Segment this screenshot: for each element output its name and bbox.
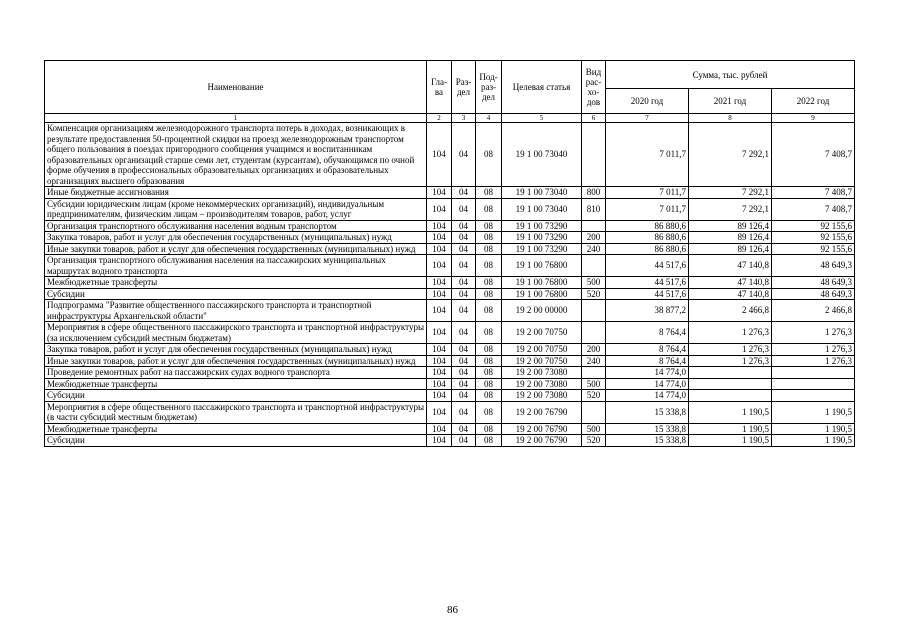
row-sum-2021: 47 140,8 <box>689 288 772 300</box>
row-expense-type: 500 <box>582 423 606 435</box>
column-number-row <box>45 114 855 123</box>
row-chapter: 104 <box>427 367 452 379</box>
row-sum-2021: 7 292,1 <box>689 187 772 199</box>
row-sum-2022: 1 190,5 <box>772 435 855 447</box>
column-number: 7 <box>606 114 689 123</box>
table-row <box>45 232 855 244</box>
row-name: Субсидии <box>45 390 427 402</box>
row-section: 04 <box>452 344 476 356</box>
row-name: Мероприятия в сфере общественного пассажирского транспорта и транспортной инфраструктуры (за исключением субсидий местным бюджетам) <box>45 322 427 344</box>
header-year-2021: 2021 год <box>689 89 772 114</box>
row-sum-2021: 89 126,4 <box>689 220 772 232</box>
row-expense-type: 520 <box>582 435 606 447</box>
row-section: 04 <box>452 288 476 300</box>
row-expense-type <box>582 220 606 232</box>
row-sum-2021: 1 276,3 <box>689 355 772 367</box>
row-target-article: 19 1 00 73290 <box>502 243 582 255</box>
row-name: Иные бюджетные ассигнования <box>45 187 427 199</box>
row-target-article: 19 1 00 76800 <box>502 255 582 277</box>
row-section: 04 <box>452 378 476 390</box>
row-sum-2020: 8 764,4 <box>606 322 689 344</box>
row-sum-2021: 47 140,8 <box>689 277 772 289</box>
row-expense-type <box>582 322 606 344</box>
row-sum-2020: 44 517,6 <box>606 255 689 277</box>
row-section: 04 <box>452 435 476 447</box>
table-row <box>45 288 855 300</box>
row-name: Межбюджетные трансферты <box>45 423 427 435</box>
row-subsection: 08 <box>476 401 502 423</box>
row-name: Закупка товаров, работ и услуг для обеспечения государственных (муниципальных) нужд <box>45 232 427 244</box>
row-sum-2022: 92 155,6 <box>772 232 855 244</box>
header-section: Раз-дел <box>452 61 476 114</box>
row-expense-type <box>582 367 606 379</box>
row-expense-type: 500 <box>582 277 606 289</box>
row-sum-2022 <box>772 390 855 402</box>
row-sum-2022: 92 155,6 <box>772 243 855 255</box>
row-target-article: 19 2 00 73080 <box>502 378 582 390</box>
table-row <box>45 322 855 344</box>
row-chapter: 104 <box>427 390 452 402</box>
row-sum-2020: 44 517,6 <box>606 277 689 289</box>
row-sum-2020: 14 774,0 <box>606 378 689 390</box>
table-row <box>45 277 855 289</box>
column-number: 3 <box>452 114 476 123</box>
page-number: 86 <box>447 604 458 616</box>
row-expense-type: 800 <box>582 187 606 199</box>
row-chapter: 104 <box>427 300 452 322</box>
row-target-article: 19 2 00 70750 <box>502 344 582 356</box>
row-subsection: 08 <box>476 378 502 390</box>
table-row <box>45 220 855 232</box>
header-year-2022: 2022 год <box>772 89 855 114</box>
row-name: Субсидии юридическим лицам (кроме некоммерческих организаций), индивидуальным предпринимателям, физическим лицам – производителям товаров, работ, услуг <box>45 198 427 220</box>
table-row <box>45 390 855 402</box>
row-sum-2020: 8 764,4 <box>606 344 689 356</box>
row-expense-type: 240 <box>582 243 606 255</box>
row-sum-2021 <box>689 367 772 379</box>
row-section: 04 <box>452 123 476 187</box>
row-section: 04 <box>452 390 476 402</box>
row-subsection: 08 <box>476 300 502 322</box>
row-section: 04 <box>452 322 476 344</box>
table-header <box>45 61 855 123</box>
row-subsection: 08 <box>476 243 502 255</box>
row-sum-2021: 89 126,4 <box>689 243 772 255</box>
row-sum-2022: 7 408,7 <box>772 123 855 187</box>
row-name: Субсидии <box>45 288 427 300</box>
row-subsection: 08 <box>476 288 502 300</box>
row-sum-2021: 1 276,3 <box>689 344 772 356</box>
row-section: 04 <box>452 220 476 232</box>
row-sum-2022: 48 649,3 <box>772 255 855 277</box>
row-section: 04 <box>452 187 476 199</box>
row-sum-2022 <box>772 367 855 379</box>
row-sum-2022: 48 649,3 <box>772 288 855 300</box>
row-sum-2022: 1 190,5 <box>772 423 855 435</box>
row-sum-2022: 1 190,5 <box>772 401 855 423</box>
row-section: 04 <box>452 423 476 435</box>
row-sum-2021: 1 276,3 <box>689 322 772 344</box>
row-subsection: 08 <box>476 322 502 344</box>
row-sum-2020: 86 880,6 <box>606 220 689 232</box>
row-sum-2020: 15 338,8 <box>606 401 689 423</box>
row-chapter: 104 <box>427 123 452 187</box>
row-sum-2020: 14 774,0 <box>606 367 689 379</box>
row-sum-2021: 47 140,8 <box>689 255 772 277</box>
row-sum-2020: 7 011,7 <box>606 123 689 187</box>
row-subsection: 08 <box>476 435 502 447</box>
row-target-article: 19 2 00 76790 <box>502 435 582 447</box>
row-expense-type <box>582 300 606 322</box>
row-chapter: 104 <box>427 423 452 435</box>
row-sum-2020: 7 011,7 <box>606 187 689 199</box>
row-subsection: 08 <box>476 198 502 220</box>
row-target-article: 19 1 00 73040 <box>502 187 582 199</box>
table-row <box>45 344 855 356</box>
row-section: 04 <box>452 355 476 367</box>
row-target-article: 19 2 00 70750 <box>502 355 582 367</box>
row-sum-2022: 48 649,3 <box>772 277 855 289</box>
row-name: Иные закупки товаров, работ и услуг для обеспечения государственных (муниципальных) нужд <box>45 243 427 255</box>
column-number: 5 <box>502 114 582 123</box>
row-expense-type: 240 <box>582 355 606 367</box>
table-row <box>45 198 855 220</box>
row-chapter: 104 <box>427 322 452 344</box>
header-name: Наименование <box>45 61 427 114</box>
row-chapter: 104 <box>427 378 452 390</box>
row-subsection: 08 <box>476 232 502 244</box>
row-target-article: 19 1 00 73290 <box>502 220 582 232</box>
row-expense-type: 810 <box>582 198 606 220</box>
row-target-article: 19 2 00 76790 <box>502 401 582 423</box>
row-target-article: 19 2 00 73080 <box>502 367 582 379</box>
row-sum-2020: 8 764,4 <box>606 355 689 367</box>
row-name: Закупка товаров, работ и услуг для обеспечения государственных (муниципальных) нужд <box>45 344 427 356</box>
row-subsection: 08 <box>476 423 502 435</box>
row-chapter: 104 <box>427 220 452 232</box>
row-sum-2022: 7 408,7 <box>772 198 855 220</box>
row-chapter: 104 <box>427 187 452 199</box>
row-name: Мероприятия в сфере общественного пассажирского транспорта и транспортной инфраструктуры (в части субсидий местным бюджетам) <box>45 401 427 423</box>
row-expense-type: 200 <box>582 344 606 356</box>
table-row <box>45 355 855 367</box>
row-subsection: 08 <box>476 367 502 379</box>
row-expense-type: 520 <box>582 390 606 402</box>
row-chapter: 104 <box>427 232 452 244</box>
row-chapter: 104 <box>427 344 452 356</box>
row-chapter: 104 <box>427 401 452 423</box>
table-body <box>45 123 855 447</box>
table-row <box>45 401 855 423</box>
row-expense-type <box>582 401 606 423</box>
row-sum-2022 <box>772 378 855 390</box>
row-section: 04 <box>452 243 476 255</box>
row-section: 04 <box>452 255 476 277</box>
table-row <box>45 435 855 447</box>
row-sum-2021 <box>689 378 772 390</box>
row-sum-2021: 1 190,5 <box>689 423 772 435</box>
row-chapter: 104 <box>427 243 452 255</box>
header-target: Целевая статья <box>502 61 582 114</box>
row-name: Подпрограмма "Развитие общественного пассажирского транспорта и транспортной инфраструктуры Архангельской области" <box>45 300 427 322</box>
row-sum-2020: 86 880,6 <box>606 232 689 244</box>
row-sum-2022: 7 408,7 <box>772 187 855 199</box>
row-name: Иные закупки товаров, работ и услуг для обеспечения государственных (муниципальных) нужд <box>45 355 427 367</box>
row-subsection: 08 <box>476 123 502 187</box>
row-name: Межбюджетные трансферты <box>45 378 427 390</box>
row-sum-2020: 14 774,0 <box>606 390 689 402</box>
header-year-2020: 2020 год <box>606 89 689 114</box>
row-chapter: 104 <box>427 255 452 277</box>
row-target-article: 19 1 00 76800 <box>502 277 582 289</box>
header-sum-group: Сумма, тыс. рублей <box>606 61 855 89</box>
row-name: Организация транспортного обслуживания населения на пассажирских муниципальных маршрутах водного транспорта <box>45 255 427 277</box>
table-row <box>45 187 855 199</box>
row-sum-2020: 15 338,8 <box>606 435 689 447</box>
row-chapter: 104 <box>427 198 452 220</box>
table-row <box>45 255 855 277</box>
row-name: Межбюджетные трансферты <box>45 277 427 289</box>
column-number: 8 <box>689 114 772 123</box>
row-name: Проведение ремонтных работ на пассажирских судах водного транспорта <box>45 367 427 379</box>
row-sum-2022: 2 466,8 <box>772 300 855 322</box>
row-subsection: 08 <box>476 344 502 356</box>
header-subsection: Под-раз-дел <box>476 61 502 114</box>
row-target-article: 19 1 00 73040 <box>502 123 582 187</box>
row-target-article: 19 2 00 00000 <box>502 300 582 322</box>
row-subsection: 08 <box>476 355 502 367</box>
row-expense-type <box>582 255 606 277</box>
budget-table <box>44 60 855 447</box>
row-section: 04 <box>452 401 476 423</box>
row-sum-2020: 15 338,8 <box>606 423 689 435</box>
row-sum-2022: 1 276,3 <box>772 344 855 356</box>
table-row <box>45 300 855 322</box>
column-number: 2 <box>427 114 452 123</box>
row-subsection: 08 <box>476 277 502 289</box>
table-row <box>45 367 855 379</box>
row-sum-2020: 38 877,2 <box>606 300 689 322</box>
row-sum-2020: 44 517,6 <box>606 288 689 300</box>
row-sum-2021: 7 292,1 <box>689 198 772 220</box>
row-sum-2021: 1 190,5 <box>689 401 772 423</box>
row-chapter: 104 <box>427 435 452 447</box>
row-target-article: 19 2 00 73080 <box>502 390 582 402</box>
row-section: 04 <box>452 300 476 322</box>
row-sum-2020: 7 011,7 <box>606 198 689 220</box>
table-row <box>45 423 855 435</box>
row-section: 04 <box>452 277 476 289</box>
row-chapter: 104 <box>427 355 452 367</box>
row-section: 04 <box>452 232 476 244</box>
row-sum-2021: 2 466,8 <box>689 300 772 322</box>
row-sum-2021: 89 126,4 <box>689 232 772 244</box>
column-number: 9 <box>772 114 855 123</box>
row-sum-2022: 1 276,3 <box>772 322 855 344</box>
row-name: Субсидии <box>45 435 427 447</box>
table-row <box>45 243 855 255</box>
row-name: Компенсация организациям железнодорожного транспорта потерь в доходах, возникающих в результате предоставления 50-процентной скидки на проезд железнодорожным транспортом общего пользования в поездах пригородного сообщения учащимся и воспитанникам образовательных организаций старше семи лет, студентам (курсантам), обучающимся по очной форме обучения в профессиональных образовательных организациях и образовательных организациях высшего образования <box>45 123 427 187</box>
row-sum-2021: 7 292,1 <box>689 123 772 187</box>
table-row <box>45 123 855 187</box>
row-chapter: 104 <box>427 277 452 289</box>
row-expense-type: 200 <box>582 232 606 244</box>
row-section: 04 <box>452 198 476 220</box>
row-sum-2021: 1 190,5 <box>689 435 772 447</box>
row-subsection: 08 <box>476 220 502 232</box>
row-sum-2020: 86 880,6 <box>606 243 689 255</box>
column-number: 4 <box>476 114 502 123</box>
row-subsection: 08 <box>476 390 502 402</box>
row-target-article: 19 2 00 76790 <box>502 423 582 435</box>
row-name: Организация транспортного обслуживания населения водным транспортом <box>45 220 427 232</box>
row-expense-type: 500 <box>582 378 606 390</box>
row-section: 04 <box>452 367 476 379</box>
table-row <box>45 378 855 390</box>
row-chapter: 104 <box>427 288 452 300</box>
row-subsection: 08 <box>476 255 502 277</box>
column-number: 6 <box>582 114 606 123</box>
row-subsection: 08 <box>476 187 502 199</box>
row-target-article: 19 1 00 73290 <box>502 232 582 244</box>
row-expense-type: 520 <box>582 288 606 300</box>
row-target-article: 19 2 00 70750 <box>502 322 582 344</box>
row-sum-2021 <box>689 390 772 402</box>
row-target-article: 19 1 00 76800 <box>502 288 582 300</box>
header-expense-type: Вид рас-хо-дов <box>582 61 606 114</box>
row-sum-2022: 92 155,6 <box>772 220 855 232</box>
column-number: 1 <box>45 114 427 123</box>
row-expense-type <box>582 123 606 187</box>
header-chapter: Гла-ва <box>427 61 452 114</box>
row-target-article: 19 1 00 73040 <box>502 198 582 220</box>
row-sum-2022: 1 276,3 <box>772 355 855 367</box>
